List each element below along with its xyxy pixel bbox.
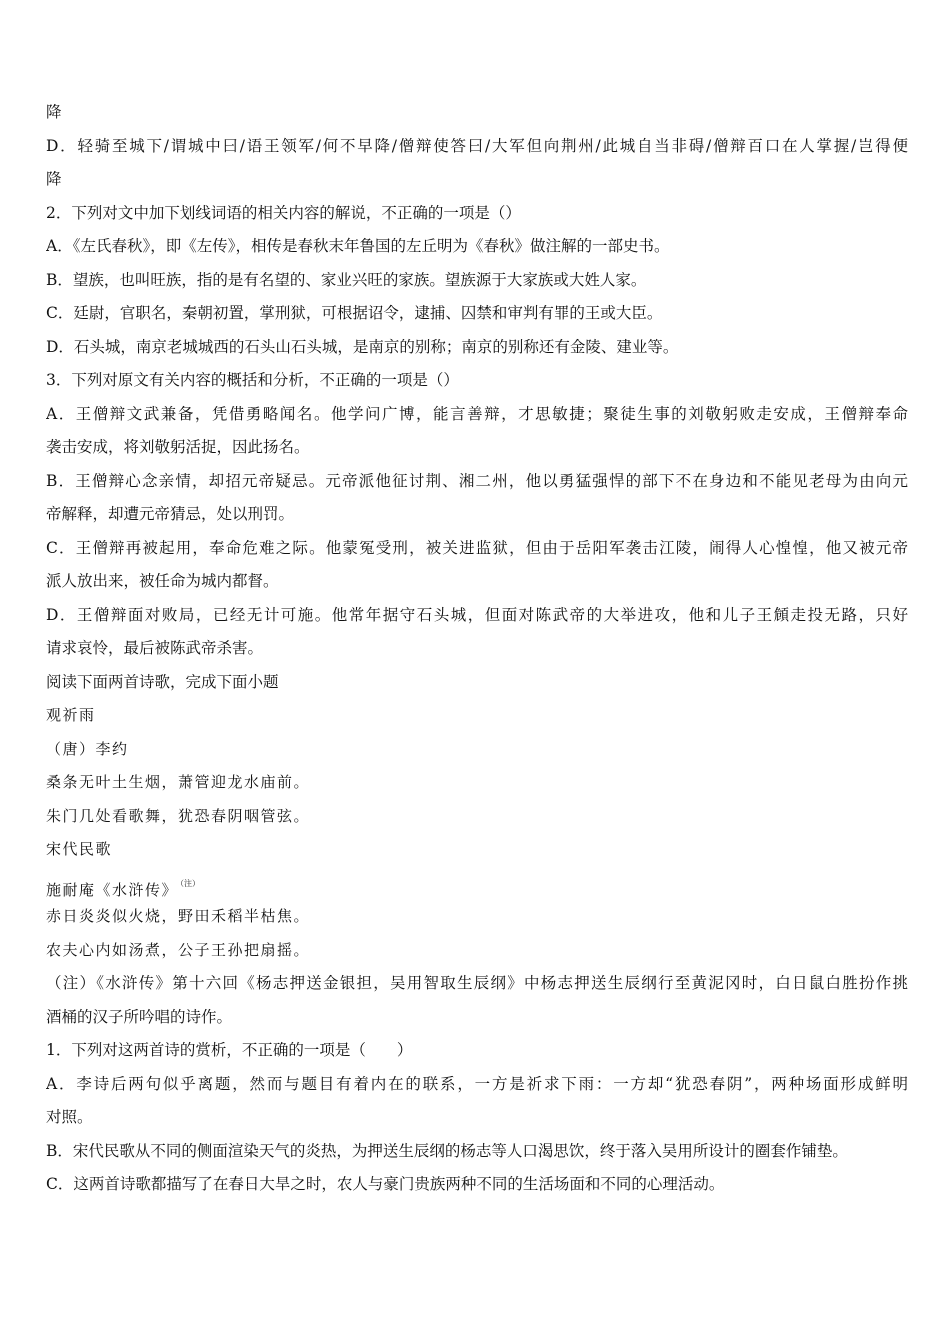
q3-option-d: D．王僧辩面对败局，已经无计可施。他常年据守石头城，但面对陈武帝的大举进攻，他和儿子王頠走投无路，只好	[46, 605, 908, 624]
q2-option-a: A．《左氏春秋》，即《左传》，相传是春秋末年鲁国的左丘明为《春秋》做注解的一部史书。	[46, 237, 670, 255]
poem-2-title: 宋代民歌	[46, 840, 113, 858]
document-page	[46, 96, 908, 1202]
q1-option-b: B．宋代民歌从不同的侧面渲染天气的炎热，为押送生辰纲的杨志等人口渴思饮，终于落入吴用所设计的圈套作铺垫。	[46, 1141, 848, 1160]
text-line: 降	[46, 103, 62, 121]
poem-2-source-text: 施耐庵《水浒传》	[46, 880, 179, 899]
q2-option-c: C．廷尉，官职名，秦朝初置，掌刑狱，可根据诏令，逮捕、囚禁和审判有罪的王或大臣。	[46, 304, 663, 322]
q3-option-c: C．王僧辩再被起用，奉命危难之际。他蒙冤受刑，被关进监狱，但由于岳阳军袭击江陵，闹得人心惶惶，他又被元帝	[46, 538, 908, 557]
question-3: 3．下列对原文有关内容的概括和分析，不正确的一项是（）	[46, 371, 459, 389]
q2-option-b: B．望族，也叫旺族，指的是有名望的、家业兴旺的家族。望族源于大家族或大姓人家。	[46, 270, 647, 289]
q3-option-b: B．王僧辩心念亲情，却招元帝疑忌。元帝派他征讨荆、湘二州，他以勇猛强悍的部下不在身边和不能见老母为由向元	[46, 471, 908, 490]
footnote: （注）《水浒传》第十六回《杨志押送金银担，吴用智取生辰纲》中杨志押送生辰纲行至黄泥冈时，白日鼠白胜扮作挑	[46, 974, 908, 992]
poem-2-line-2: 农夫心内如汤煮，公子王孙把扇摇。	[46, 940, 311, 959]
q2-option-d: D．石头城，南京老城城西的石头山石头城，是南京的别称；南京的别称还有金陵、建业等。	[46, 337, 679, 356]
q1-option-a-cont: 对照。	[46, 1108, 93, 1126]
option-d-line: D．轻骑至城下/谓城中曰/语王领军/何不早降/僧辩使答曰/大军但向荆州/此城自当非碍/僧辩百口在人掌握/岂得便	[46, 136, 908, 155]
q1-option-a: A．李诗后两句似乎离题，然而与题目有着内在的联系，一方是祈求下雨：一方却“犹恐春阴”，两种场面形成鲜明	[46, 1074, 908, 1093]
poem-2-line-1: 赤日炎炎似火烧，野田禾稻半枯焦。	[46, 907, 311, 925]
q3-option-b-cont: 帝解释，却遭元帝猜忌，处以刑罚。	[46, 505, 295, 523]
q3-option-d-cont: 请求哀怜，最后被陈武帝杀害。	[46, 639, 264, 657]
poem-2-source	[46, 867, 908, 901]
poem-instruction: 阅读下面两首诗歌，完成下面小题	[46, 672, 279, 691]
footnote-cont: 酒桶的汉子所吟唱的诗作。	[46, 1007, 233, 1026]
q1-option-c: C．这两首诗歌都描写了在春日大旱之时，农人与豪门贵族两种不同的生活场面和不同的心理活动。	[46, 1175, 725, 1193]
poem-1-author: （唐）李约	[46, 739, 129, 758]
poem-1-line-2: 朱门几处看歌舞，犹恐春阴咽管弦。	[46, 806, 311, 825]
question-2: 2．下列对文中加下划线词语的相关内容的解说，不正确的一项是（）	[46, 203, 521, 222]
poem-1-title: 观祈雨	[46, 706, 96, 724]
note-marker: （注）	[180, 878, 201, 888]
q3-option-a: A．王僧辩文武兼备，凭借勇略闻名。他学问广博，能言善辩，才思敏捷；聚徒生事的刘敬躬败走安成，王僧辩奉命	[46, 404, 908, 423]
q3-option-c-cont: 派人放出来，被任命为城内都督。	[46, 572, 279, 590]
question-1: 1．下列对这两首诗的赏析，不正确的一项是（ ）	[46, 1041, 413, 1059]
q3-option-a-cont: 袭击安成，将刘敬躬活捉，因此扬名。	[46, 438, 310, 456]
text-line: 降	[46, 170, 62, 188]
poem-1-line-1: 桑条无叶土生烟，萧管迎龙水庙前。	[46, 773, 311, 791]
